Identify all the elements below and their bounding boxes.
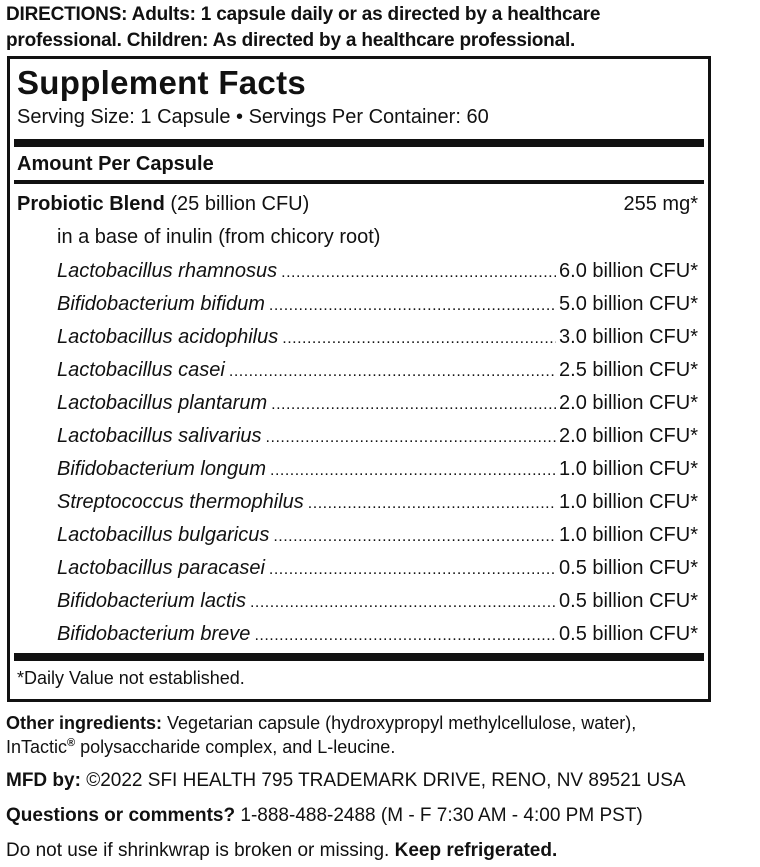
strain-name: Bifidobacterium lactis — [57, 590, 246, 612]
strain-name: Lactobacillus paracasei — [57, 557, 265, 579]
dot-leader — [269, 556, 556, 584]
dot-leader — [250, 589, 556, 617]
blend-amount: 255 mg* — [623, 193, 698, 215]
strain-amount: 5.0 billion CFU* — [559, 293, 698, 315]
strain-amount: 2.0 billion CFU* — [559, 392, 698, 414]
strain-name: Lactobacillus plantarum — [57, 392, 268, 414]
strain-row — [57, 389, 698, 422]
blend-cfu: (25 billion CFU) — [170, 193, 310, 215]
strain-name: Bifidobacterium bifidum — [57, 293, 265, 315]
warning-text: Do not use if shrinkwrap is broken or missing. — [6, 840, 395, 861]
directions-text — [6, 2, 751, 54]
questions-phone: 1-888-488-2488 (M - F 7:30 AM - 4:00 PM PST) — [240, 805, 643, 826]
strain-name: Lactobacillus salivarius — [57, 425, 262, 447]
warning-line — [6, 840, 756, 862]
strain-row — [57, 488, 698, 521]
strain-list — [57, 257, 698, 653]
other-ingredients-label: Other ingredients: — [6, 713, 163, 733]
questions-line — [6, 805, 756, 827]
mfd-line — [6, 770, 756, 792]
strain-name: Lactobacillus casei — [57, 359, 225, 381]
serving-info: Serving Size: 1 Capsule • Servings Per Container: 60 — [17, 106, 489, 128]
keep-refrigerated: Keep refrigerated. — [394, 840, 558, 861]
intactic-name: InTactic — [6, 737, 68, 757]
strain-amount: 3.0 billion CFU* — [559, 326, 698, 348]
dot-leader — [254, 622, 556, 650]
strain-amount: 0.5 billion CFU* — [559, 623, 698, 645]
strain-amount: 2.5 billion CFU* — [559, 359, 698, 381]
strain-amount: 6.0 billion CFU* — [559, 260, 698, 282]
dot-leader — [308, 490, 556, 518]
blend-name: Probiotic Blend — [17, 193, 165, 215]
thick-divider — [14, 139, 704, 147]
dot-leader — [229, 358, 556, 386]
strain-amount: 1.0 billion CFU* — [559, 524, 698, 546]
bottom-divider — [14, 653, 704, 661]
strain-row — [57, 422, 698, 455]
dot-leader — [270, 457, 556, 485]
dot-leader — [281, 259, 556, 287]
strain-name: Streptococcus thermophilus — [57, 491, 304, 513]
strain-amount: 1.0 billion CFU* — [559, 458, 698, 480]
strain-amount: 2.0 billion CFU* — [559, 425, 698, 447]
strain-row — [57, 356, 698, 389]
dot-leader — [271, 391, 556, 419]
dot-leader — [282, 325, 556, 353]
mfd-text: ©2022 SFI HEALTH 795 TRADEMARK DRIVE, RENO, NV 89521 USA — [86, 770, 686, 791]
blend-base: in a base of inulin (from chicory root) — [57, 226, 381, 248]
strain-name: Lactobacillus rhamnosus — [57, 260, 278, 282]
panel-title: Supplement Facts — [17, 64, 307, 101]
strain-name: Bifidobacterium longum — [57, 458, 266, 480]
probiotic-blend-row — [17, 190, 698, 218]
registered-mark: ® — [67, 737, 76, 749]
strain-amount: 0.5 billion CFU* — [559, 557, 698, 579]
strain-row — [57, 521, 698, 554]
directions-line-1: DIRECTIONS: Adults: 1 capsule daily or as directed by a healthcare — [6, 4, 601, 25]
strain-row — [57, 587, 698, 620]
amount-per-capsule-header: Amount Per Capsule — [17, 153, 214, 175]
supplement-facts-panel — [7, 56, 711, 702]
other-ingredients — [6, 712, 756, 734]
strain-name: Lactobacillus acidophilus — [57, 326, 279, 348]
dot-leader — [269, 292, 556, 320]
dot-leader — [273, 523, 556, 551]
strain-row — [57, 554, 698, 587]
strain-name: Lactobacillus bulgaricus — [57, 524, 270, 546]
other-ingredients-text-1: Vegetarian capsule (hydroxypropyl methylcellulose, water), — [167, 713, 637, 733]
other-ingredients-text-2: polysaccharide complex, and L-leucine. — [75, 737, 396, 757]
strain-row — [57, 290, 698, 323]
questions-label: Questions or comments? — [6, 805, 236, 826]
strain-row — [57, 323, 698, 356]
directions-line-2: professional. Children: As directed by a healthcare professional. — [6, 30, 576, 51]
daily-value-note: *Daily Value not established. — [17, 668, 245, 688]
strain-name: Bifidobacterium breve — [57, 623, 251, 645]
dot-leader — [266, 424, 557, 452]
mfd-label: MFD by: — [6, 770, 81, 791]
strain-amount: 1.0 billion CFU* — [559, 491, 698, 513]
strain-row — [57, 455, 698, 488]
medium-divider — [14, 180, 704, 184]
other-ingredients-line-2 — [6, 736, 756, 758]
strain-row — [57, 257, 698, 290]
strain-row — [57, 620, 698, 653]
strain-amount: 0.5 billion CFU* — [559, 590, 698, 612]
